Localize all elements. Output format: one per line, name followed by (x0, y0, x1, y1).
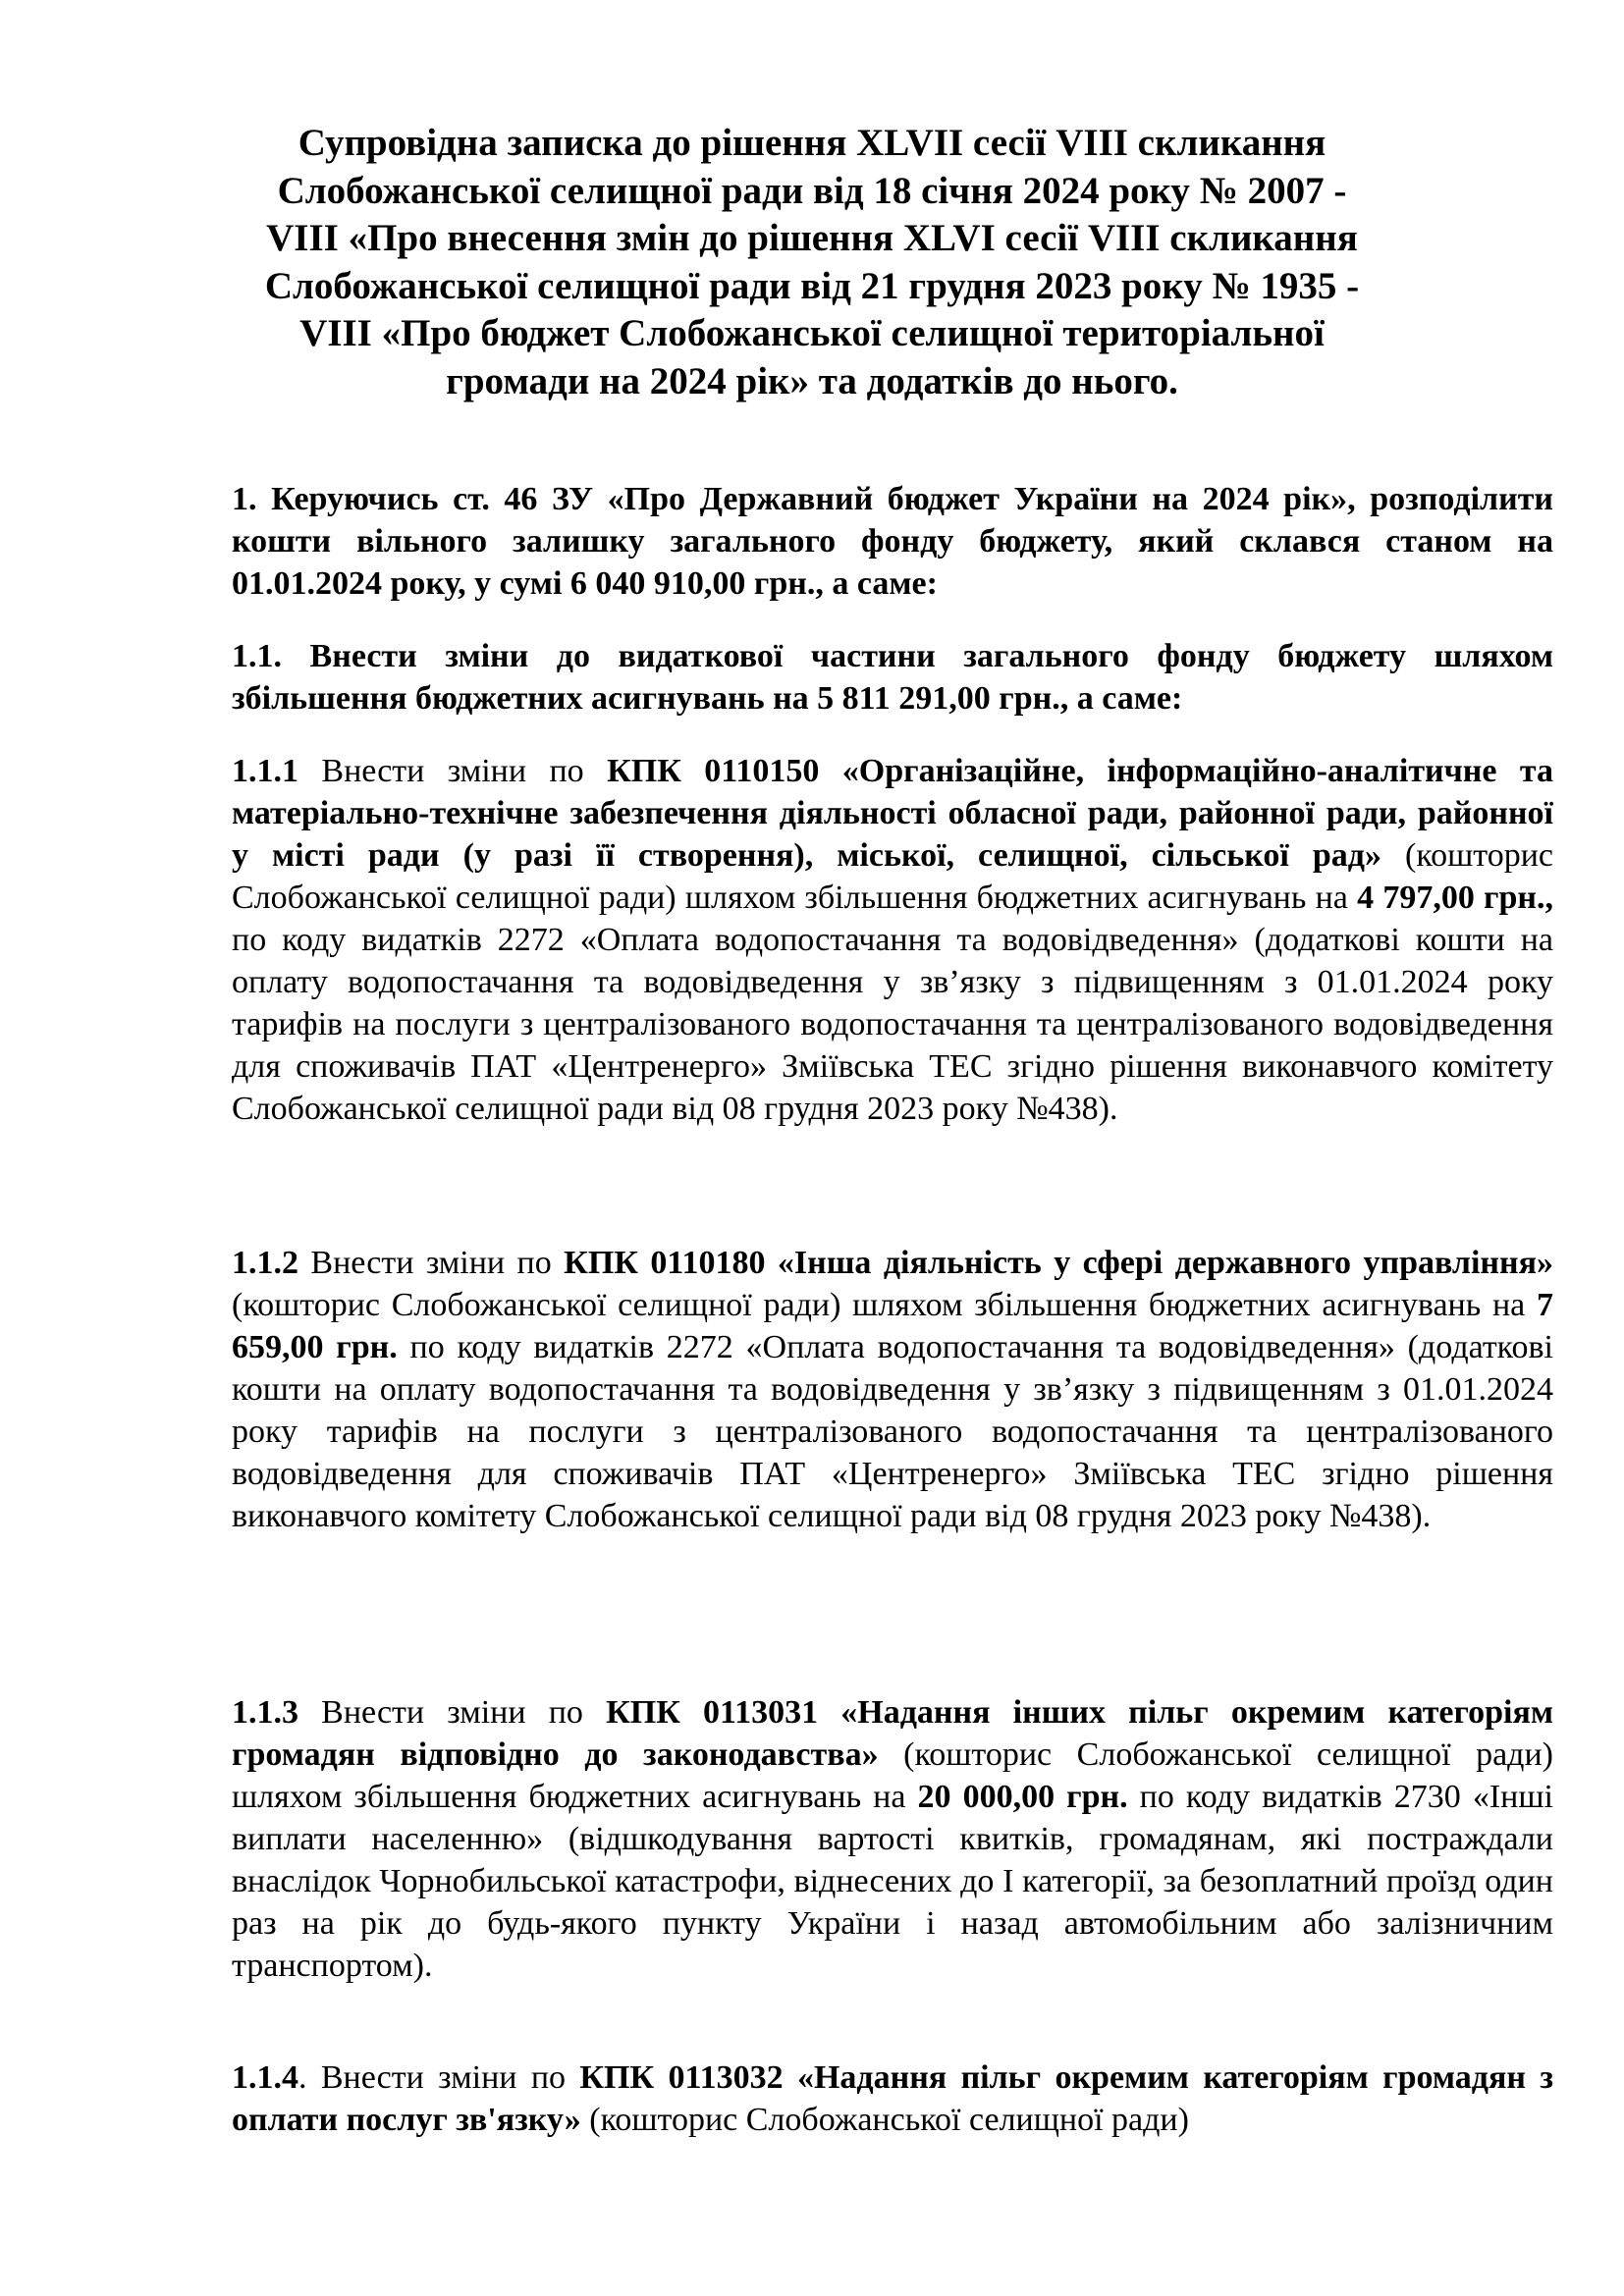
amount: 7 659,00 грн. (232, 1287, 1553, 1365)
paragraph-text: по коду видатків 2730 «Інші виплати населенню» (відшкодування вартості квитків, громадянам, які постраждали внаслідок Чорнобильської катастрофи, віднесених до І категорії, за безоплатний проїзд один раз на рік до будь-якого пункту України і назад автомобільним або залізничним транспортом). (232, 1779, 1553, 1984)
paragraph-text: (кошторис Слобожанської селищної ради) шляхом збільшення бюджетних асигнувань на (232, 1287, 1537, 1323)
kpk-name: КПК 0113031 «Надання інших пільг окремим категоріям громадян відповідно до законодавства» (232, 1694, 1553, 1773)
kpk-name: КПК 0110180 «Інша діяльність у сфері державного управління» (564, 1245, 1553, 1281)
section-number: 1.1.1 (232, 753, 298, 789)
section-1-1-2-paragraph (232, 1242, 1553, 1537)
section-1-1-1-paragraph (232, 750, 1553, 1130)
paragraph-text: (кошторис Слобожанської селищної ради) (580, 2102, 1189, 2138)
section-number: 1.1.2 (232, 1245, 298, 1281)
paragraph-text: (кошторис Слобожанської селищної ради) шляхом збільшення бюджетних асигнувань на (232, 837, 1554, 916)
section-1-1-3-paragraph (232, 1691, 1553, 1987)
section-number: 1.1.4 (232, 2059, 298, 2096)
amount: 4 797,00 грн., (1357, 880, 1553, 916)
paragraph-text: Внести зміни по (298, 1245, 565, 1281)
paragraph-text: по коду видатків 2272 «Оплата водопостачання та водовідведення» (додаткові кошти на оплату водопостачання та водовідведення у зв’язку з підвищенням з 01.01.2024 року тарифів на послуги з централізованого водопостачання та централізованого водовідведення для споживачів ПАТ «Центренерго» Зміївська ТЕС згідно рішення виконавчого комітету Слобожанської селищної ради від 08 грудня 2023 року №438). (232, 922, 1553, 1127)
kpk-name: КПК 0110150 «Організаційне, інформаційно-аналітичне та матеріально-технічне забезпечення діяльності обласної ради, районної ради, районної у місті ради (у разі її створення), міської, селищної, сільської рад» (232, 753, 1553, 874)
kpk-name: КПК 0113032 «Надання пільг окремим категоріям громадян з оплати послуг зв'язку» (232, 2059, 1553, 2138)
section-number: 1.1.3 (232, 1694, 298, 1731)
paragraph-text: по коду видатків 2272 «Оплата водопостачання та водовідведення» (додаткові кошти на оплату водопостачання та водовідведення у зв’язку з підвищенням з 01.01.2024 року тарифів на послуги з централізованого водопостачання та централізованого водовідведення для споживачів ПАТ «Центренерго» Зміївська ТЕС згідно рішення виконавчого комітету Слобожанської селищної ради від 08 грудня 2023 року №438). (232, 1329, 1553, 1534)
document-title: Супровідна записка до рішення XLVII сесії VIII скликання Слобожанської селищної ради від 18 січня 2024 року № 2007 - VIII «Про внесення змін до рішення XLVI сесії VIII скликання Слобожанської селищної ради від 21 грудня 2023 року № 1935 - VIII «Про бюджет Слобожанської селищної територіальної громади на 2024 рік» та додатків до нього. (264, 122, 1360, 402)
section-1-paragraph: 1. Керуючись ст. 46 ЗУ «Про Державний бюджет України на 2024 рік», розподілити кошти вільного залишку загального фонду бюджету, який склався станом на 01.01.2024 року, у сумі 6 040 910,00 грн., а саме: (232, 481, 1553, 602)
section-1-1-paragraph: 1.1. Внести зміни до видаткової частини загального фонду бюджету шляхом збільшення бюджетних асигнувань на 5 811 291,00 грн., а саме: (232, 638, 1553, 717)
paragraph-text: Внести зміни по (298, 1694, 607, 1731)
paragraph-text: . Внести зміни по (298, 2059, 580, 2096)
paragraph-text: Внести зміни по (298, 753, 608, 789)
amount: 20 000,00 грн. (917, 1779, 1128, 1815)
section-1-1-4-paragraph (232, 2056, 1553, 2141)
paragraph-text: (кошторис Слобожанської селищної ради) шляхом збільшення бюджетних асигнувань на (232, 1736, 1553, 1815)
